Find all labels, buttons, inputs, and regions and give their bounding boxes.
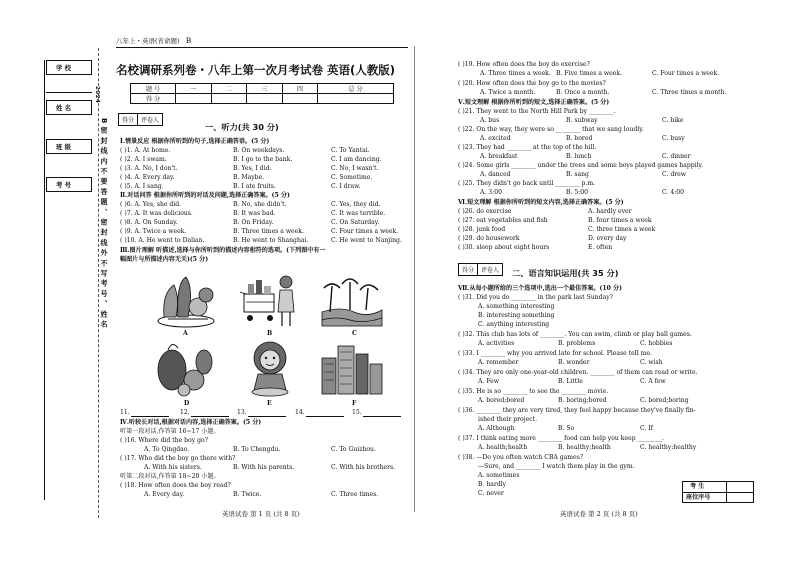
shopping-picture (238, 272, 300, 330)
answer-blank[interactable]: ( )1. A. At home. (120, 147, 171, 154)
option-b: B. With his parents. (233, 464, 295, 471)
option-c: C. Yes, they did. (331, 201, 381, 208)
question-17[interactable]: ( )17. Who did the boy go there with? (120, 455, 236, 462)
header-label: 八年上・英语(省命题) B (116, 36, 192, 45)
question-34[interactable]: ( )34. They are only one-year-old children. ________ of them can read or write. (458, 369, 698, 376)
question-32[interactable]: ( )32. This club has lots of ________. You can swim, climb or play ball games. (458, 331, 692, 338)
question-36[interactable]: ( )36. ________ they are very tired, they feel happy because they've finally fin- (458, 407, 696, 414)
option-c: C. anything interesting (478, 321, 550, 328)
option-c: C. I draw. (331, 183, 361, 190)
match-item[interactable]: ( )28. junk food (458, 226, 506, 233)
option-b: B. On weekdays. (233, 147, 285, 154)
score-cell[interactable] (211, 94, 247, 104)
part5-instruction: Ⅴ.短文理解 根据你所听到的短文,选择正确答案。(5 分) (458, 99, 610, 106)
listening-heading: 一、听力(共 30 分) (205, 122, 279, 132)
answer-blank[interactable]: ( )8. A. On Sunday. (120, 219, 178, 226)
picture-label-f: F (352, 400, 357, 407)
option-a: A. danced (480, 171, 511, 178)
score-header-cell: 一 (176, 84, 212, 94)
option-b: B. It was bad. (233, 210, 276, 217)
question-21[interactable]: ( )21. They went to the North Hill Park by ________. (458, 108, 616, 115)
grader-box-2 (458, 263, 503, 276)
grader-score-label: 得分 (459, 264, 478, 275)
option-b: B. boring;bored (558, 397, 607, 404)
score-row-label: 得 分 (131, 94, 176, 104)
option-b: B. sang (566, 171, 589, 178)
beach-picture (320, 272, 384, 328)
language-section-heading: 二、语言知识运用(共 35 分) (512, 268, 619, 278)
option-b: B. lunch (566, 153, 592, 160)
footer-left: 英语试卷 第 1 页 (共 8 页) (222, 510, 300, 518)
option-c: C. healthy;healthy (640, 444, 697, 451)
answer-blank[interactable]: ( )7. A. It was delicious. (120, 210, 193, 217)
option-a: A. breakfast (480, 153, 518, 160)
part2-instruction: Ⅱ.对话问答 根据你所听到的对话及问题,选择正确答案。(5 分) (120, 192, 290, 199)
option-b: B. Once a month. (556, 89, 610, 96)
part4-instruction: Ⅳ.听较长对话,根据对话内容,选择正确答案。(5 分) (120, 419, 262, 426)
answer-blank[interactable]: ( )10. A. He went to Dalian. (120, 237, 205, 244)
exam-title: 名校调研系列卷・八年上第一次月考试卷 英语(人教版) (116, 63, 396, 77)
question-22[interactable]: ( )22. On the way, they were so ________ that we sang loudly. (458, 126, 644, 133)
option-c: C. dinner (662, 153, 691, 160)
match-option: E. often (588, 244, 613, 251)
option-c: C. It was terrible. (331, 210, 386, 217)
answer-blank[interactable]: 11. (120, 409, 130, 416)
grader-box (118, 113, 163, 126)
score-header-cell: 总 分 (318, 84, 394, 94)
option-c: C. If (640, 425, 653, 432)
option-c: C. To Yantai. (331, 147, 370, 154)
option-c: C. To Guizhou. (331, 446, 376, 453)
option-a: A. Although (478, 425, 515, 432)
match-option: C. three times a week (588, 226, 656, 233)
option-b: B. subway (566, 117, 598, 124)
option-a: A. Every day. (144, 491, 185, 498)
question-25[interactable]: ( )25. They didn't go back until ________ p.m. (458, 180, 596, 187)
answer-blank[interactable]: ( )4. A. Every day. (120, 174, 175, 181)
score-cell[interactable] (176, 94, 212, 104)
option-c: C. I am dancing. (331, 156, 382, 163)
option-a: A. 3:00 (480, 189, 502, 196)
part6-instruction: Ⅵ.短文理解 根据你所听到的短文内容,选择正确答案。(5 分) (458, 199, 624, 206)
option-c: C. busy (662, 135, 685, 142)
option-a: A. bus (480, 117, 500, 124)
option-b: B. On Friday. (233, 219, 274, 226)
question-18[interactable]: ( )18. How often does the boy read? (120, 482, 231, 489)
school-label: 学 校 (56, 64, 72, 72)
grader-score-label: 得分 (119, 114, 138, 125)
option-c: C. Four times a week. (331, 228, 399, 235)
option-a: A. Twice a month. (480, 89, 536, 96)
question-33[interactable]: ( )33. I ________ why you arrived late for school. Please tell me. (458, 350, 652, 357)
seat-label-examinee: 考 生 (690, 483, 705, 490)
option-a: A. Few (478, 378, 499, 385)
answer-blank[interactable]: ( )3. A. No, I don't. (120, 165, 178, 172)
option-c: C. Four times a week. (652, 70, 720, 77)
option-b: B. healthy;health (558, 444, 611, 451)
answer-blank[interactable]: ( )5. A. I sang. (120, 183, 164, 190)
dialog1-note: 听第一段对话,作答第 16~17 小题。 (120, 428, 220, 435)
option-a: A. sometimes (478, 472, 520, 479)
option-b: B. To Chengdu. (233, 446, 281, 453)
option-c: C. bored;boring (640, 397, 689, 404)
option-b: B. Yes, I did. (233, 165, 272, 172)
option-a: A. remember (478, 359, 519, 366)
option-b: B. problems (558, 340, 596, 347)
option-c: C. He went to Nanjing. (331, 237, 402, 244)
seal-line-text: B密封线内不要答题、密封线外不写考号、姓名 (100, 118, 108, 331)
picture-label-c: C (352, 330, 357, 337)
option-a: A. To Qingdao. (144, 446, 190, 453)
question-37[interactable]: ( )37. I think eating more ________ food can help you keep ________. (458, 435, 664, 442)
question-35[interactable]: ( )35. He is so ________ to see the ________ movie. (458, 388, 609, 395)
part3-instruction: Ⅲ.图片理解 听描述,选择与你所听到的描述内容相符的选项。(下列图中有一 (120, 247, 326, 254)
question-31[interactable]: ( )31. Did you do ________ in the park last Sunday? (458, 294, 613, 301)
score-header-cell: 三 (247, 84, 283, 94)
question-19[interactable]: ( )19. How often does the boy do exercise? (458, 61, 590, 68)
question-20[interactable]: ( )20. How often does the boy go to the movies? (458, 80, 606, 87)
answer-blank[interactable]: ( )2. A. I swam. (120, 156, 167, 163)
match-item[interactable]: ( )30. sleep about eight hours (458, 244, 550, 251)
option-c: C. Sometime. (331, 174, 373, 181)
picture-label-b: B (267, 330, 273, 337)
option-a: A. excited (480, 135, 511, 142)
vegetables-picture (156, 273, 218, 329)
score-header-cell: 题 号 (131, 84, 176, 94)
match-item[interactable]: ( )29. do housework (458, 235, 520, 242)
match-option: D. every day (588, 235, 627, 242)
dialog2-note: 听第二段对话,作答第 18~20 小题。 (120, 473, 220, 480)
option-a: A. activities (478, 340, 515, 347)
match-option: A. hardly ever (588, 208, 632, 215)
option-a: A. health;health (478, 444, 528, 451)
question-23[interactable]: ( )23. They had ________ at the top of the hill. (458, 144, 597, 151)
option-b: B. wonder (558, 359, 590, 366)
option-c: C. hobbies (640, 340, 673, 347)
score-table (130, 83, 394, 104)
score-cell[interactable] (318, 94, 394, 104)
option-c: C. drew (662, 171, 686, 178)
option-c: C. 4:00 (662, 189, 685, 196)
option-a: A. bored;bored (478, 397, 525, 404)
answer-blank[interactable]: 14. (295, 409, 305, 416)
option-c: C. wish (640, 359, 663, 366)
answer-blank[interactable]: ( )9. A. Twice a week. (120, 228, 187, 235)
picture-label-d: D (184, 400, 190, 407)
score-header-cell: 二 (211, 84, 247, 94)
option-b: B. He went to Shanghai. (233, 237, 309, 244)
question-38[interactable]: ( )38. —Do you often watch CBA games? (458, 454, 584, 461)
option-b: B. I go to the bank. (233, 156, 293, 163)
score-cell[interactable] (282, 94, 318, 104)
class-label: 班 级 (56, 143, 72, 151)
option-c: C. On Saturday. (331, 219, 380, 226)
seat-label-number: 座位序号 (686, 494, 711, 501)
year-text: 2024 (94, 86, 100, 104)
answer-blank[interactable]: 13. (237, 409, 247, 416)
girl-eating-picture (240, 338, 300, 398)
option-b: B. interesting something (478, 312, 555, 319)
grader-name-label: 评卷人 (481, 267, 500, 274)
option-b: B. 5:00 (566, 189, 589, 196)
score-cell[interactable] (247, 94, 283, 104)
question-16[interactable]: ( )16. Where did the boy go? (120, 437, 208, 444)
option-c: C. With his brothers. (331, 464, 396, 471)
option-c: C. Three times a month. (652, 89, 727, 96)
option-b: B. Twice. (233, 491, 262, 498)
option-c: C. bike (662, 117, 684, 124)
picture-label-a: A (183, 330, 188, 337)
option-b: B. I ate fruits. (233, 183, 276, 190)
fruit-picture (154, 340, 216, 398)
part7-instruction: Ⅶ.从每小题所给的三个选项中,选出一个最佳答案。(10 分) (458, 285, 622, 292)
option-a: A. something interesting (478, 303, 555, 310)
picture-label-e: E (267, 400, 272, 407)
option-c: C. A few (640, 378, 666, 385)
answer-blank[interactable]: ( )6. A. Yes, she did. (120, 201, 182, 208)
option-b: B. No, she didn't. (233, 201, 287, 208)
question-36-cont: ished their project. (478, 416, 538, 423)
grader-name-label: 评卷人 (141, 117, 160, 124)
option-b: B. Maybe. (233, 174, 265, 181)
option-b: B. hardly (478, 481, 507, 488)
option-b: B. bored (566, 135, 593, 142)
seat-number-input[interactable] (728, 482, 753, 502)
match-item[interactable]: ( )26. do exercise (458, 208, 512, 215)
option-a: A. Three times a week. (480, 70, 551, 77)
option-b: B. Three times a week. (233, 228, 304, 235)
match-item[interactable]: ( )27. eat vegetables and fish (458, 217, 548, 224)
question-24[interactable]: ( )24. Some girls ________ under the trees and some boys played games happily. (458, 162, 704, 169)
option-b: B. Little (558, 378, 583, 385)
option-b: B. Five times a week. (556, 70, 622, 77)
option-c: C. No, I wasn't. (331, 165, 379, 172)
option-c: C. never (478, 490, 504, 497)
exam-no-label: 考 号 (56, 181, 72, 189)
option-a: A. With his sisters. (144, 464, 202, 471)
answer-blank[interactable]: 15. (352, 409, 362, 416)
match-option: B. four times a week (588, 217, 652, 224)
name-label: 姓 名 (56, 104, 72, 112)
answer-blank[interactable]: 12. (180, 409, 190, 416)
option-b: B. So (558, 425, 575, 432)
option-c: C. Three times. (331, 491, 379, 498)
question-38-cont: —Sure, and ________ I watch them play in the gym. (478, 463, 635, 470)
footer-right: 英语试卷 第 2 页 (共 8 页) (560, 510, 638, 518)
part1-instruction: Ⅰ.情景反应 根据你所听到的句子,选择正确答语。(5 分) (120, 138, 270, 145)
city-picture (320, 338, 384, 398)
part3-instruction-cont: 幅图片与所描述内容无关)(5 分) (120, 256, 209, 263)
score-header-cell: 四 (282, 84, 318, 94)
